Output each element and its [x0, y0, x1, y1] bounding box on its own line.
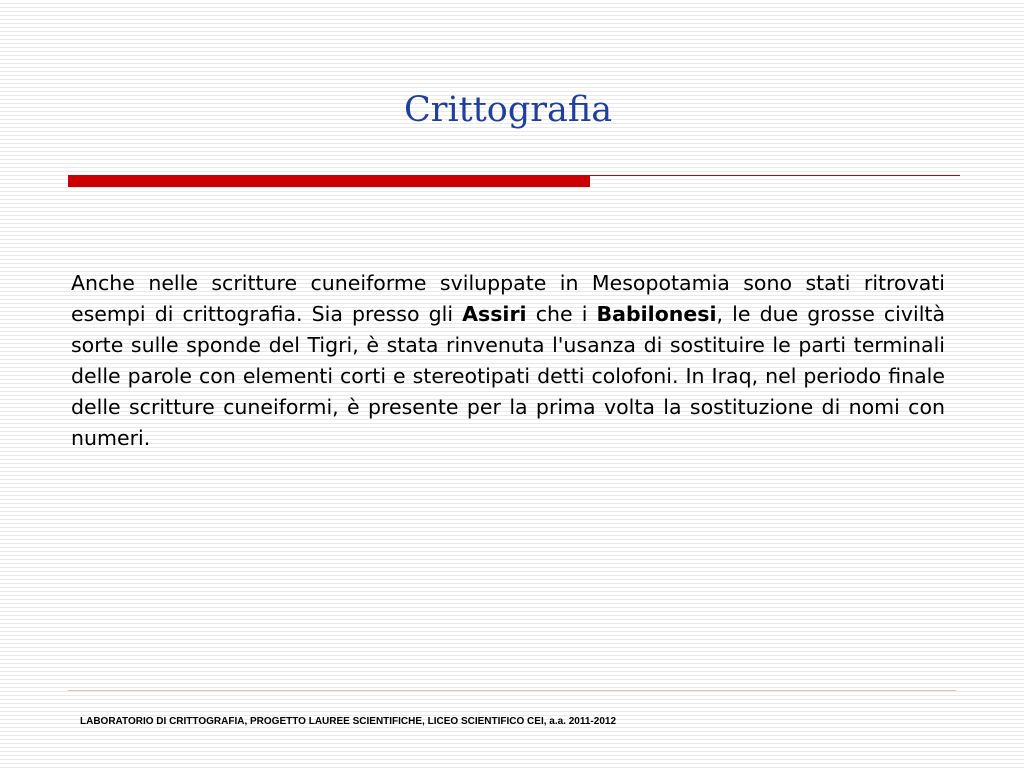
paragraph-bold-assiri: Assiri	[462, 302, 527, 326]
slide-title-text: Crittografia	[403, 90, 613, 130]
footer-text: LABORATORIO DI CRITTOGRAFIA, PROGETTO LAUREE SCIENTIFICHE, LICEO SCIENTIFICO CEI, a.a. 2011-2012	[80, 716, 617, 727]
title-underline-thin	[590, 175, 960, 176]
paragraph-text-2: che i	[526, 302, 597, 326]
slide-title	[0, 88, 1020, 132]
title-underline-thick	[68, 175, 590, 187]
paragraph-bold-babilonesi: Babilonesi	[596, 302, 717, 326]
paragraph-text-3: , le due grosse civiltà sorte sulle sponde del Tigri, è stata rinvenuta l'usanza di sostituire le parti terminali delle parole con elementi corti e stereotipati detti colofoni. In Iraq, nel periodo finale delle scritture cuneiformi, è presente per la prima volta la sostituzione di nomi con numeri.	[71, 302, 946, 450]
footer-divider	[68, 690, 956, 691]
paragraph-text-1: Anche nelle scritture cuneiforme sviluppate in Mesopotamia sono stati ritrovati esempi di crittografia. Sia presso gli	[71, 271, 945, 326]
body-paragraph	[71, 268, 945, 454]
